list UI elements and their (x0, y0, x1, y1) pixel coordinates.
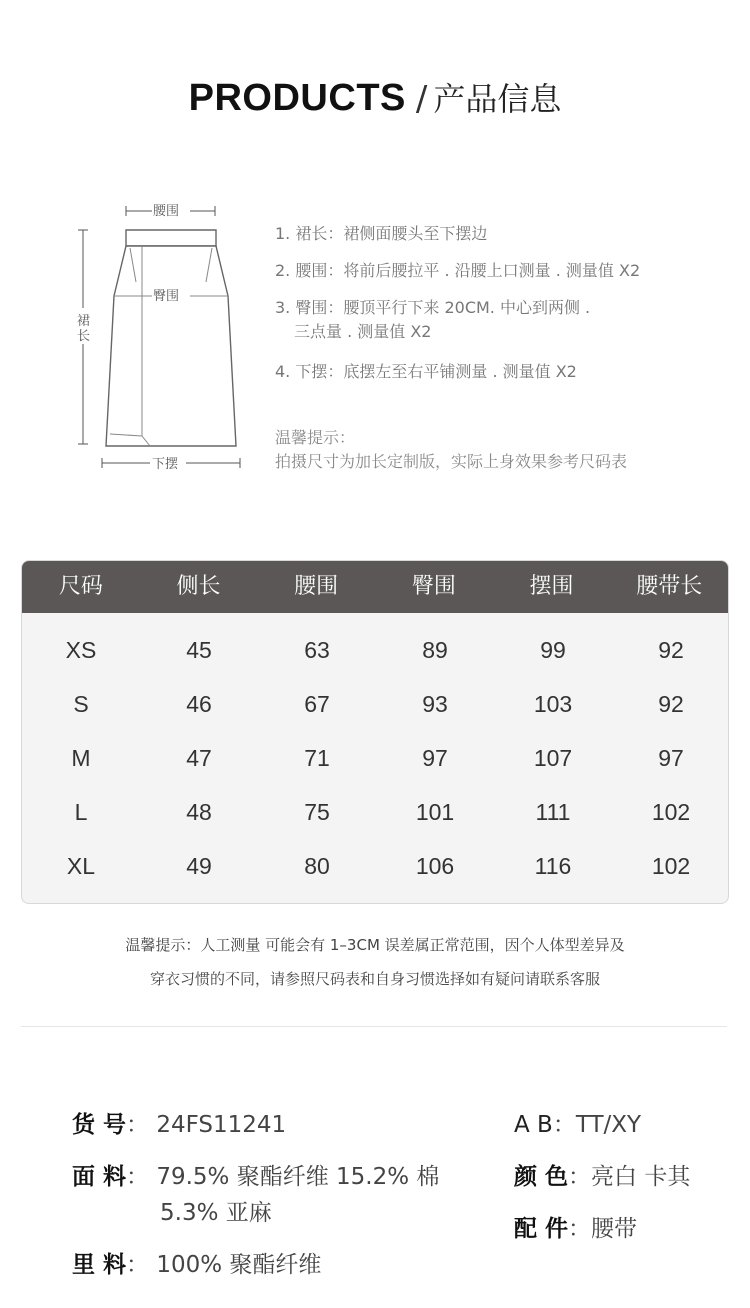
table-cell: S (73, 691, 89, 717)
measurement-item: 2. 腰围：将前后腰拉平 . 沿腰上口测量 . 测量值 X2 (275, 261, 641, 280)
table-cell: 102 (651, 853, 691, 879)
size-chart-table (21, 560, 729, 904)
title-english: PRODUCTS (188, 77, 406, 119)
table-cell: 71 (304, 745, 330, 771)
column-header: 腰围 (294, 574, 339, 599)
measurement-notice (0, 928, 750, 996)
tip-text: 拍摄尺寸为加长定制版，实际上身效果参考尺码表 (275, 452, 628, 471)
table-cell: 99 (540, 637, 566, 663)
spec-color: 颜 色：亮白 卡其 (514, 1164, 691, 1190)
skirt-measurement-diagram (70, 196, 255, 476)
table-cell: 49 (186, 853, 212, 879)
title-chinese: 产品信息 (433, 80, 562, 118)
notice-line: 温馨提示：人工测量 可能会有 1–3CM 误差属正常范围，因个人体型差异及 (125, 936, 625, 954)
length-label-bottom: 长 (77, 329, 91, 344)
table-cell: 47 (186, 745, 212, 771)
table-cell: L (74, 799, 88, 825)
table-cell: 46 (186, 691, 212, 717)
spec-item-number: 货 号： 24FS11241 (72, 1112, 287, 1138)
measurement-item: 4. 下摆：底摆左至右平铺测量 . 测量值 X2 (275, 362, 577, 381)
page-title (0, 74, 750, 120)
spec-fabric: 面 料： 79.5% 聚酯纤维 15.2% 棉 (72, 1164, 440, 1190)
table-cell: 111 (535, 799, 571, 825)
table-cell: 106 (415, 853, 455, 879)
column-header: 侧长 (176, 574, 221, 599)
table-cell: 80 (304, 853, 330, 879)
table-row (22, 637, 729, 691)
table-cell: 97 (422, 745, 448, 771)
title-separator: / (415, 79, 428, 119)
notice-line: 穿衣习惯的不同，请参照尺码表和自身习惯选择如有疑问请联系客服 (149, 970, 600, 988)
table-row (22, 853, 729, 904)
tip-title: 温馨提示： (275, 428, 356, 447)
table-header (22, 561, 728, 613)
spec-lining: 里 料： 100% 聚酯纤维 (72, 1252, 322, 1278)
table-cell: 48 (186, 799, 212, 825)
table-cell: M (71, 745, 91, 771)
column-header: 臀围 (411, 574, 456, 599)
table-cell: 103 (533, 691, 573, 717)
column-header: 腰带长 (636, 574, 703, 599)
column-header: 摆围 (529, 574, 574, 599)
table-cell: XL (66, 853, 96, 879)
spec-ab: A B：TT/XY (514, 1112, 642, 1138)
spec-fabric-cont: 5.3% 亚麻 (160, 1200, 272, 1226)
table-cell: 67 (304, 691, 330, 717)
table-cell: 116 (534, 853, 572, 879)
table-cell: 102 (651, 799, 691, 825)
table-row (22, 691, 729, 745)
table-cell: 75 (304, 799, 330, 825)
table-cell: 97 (658, 745, 684, 771)
table-cell: 101 (415, 799, 455, 825)
spec-accessory: 配 件：腰带 (514, 1216, 638, 1242)
table-cell: 89 (422, 637, 448, 663)
table-cell: 63 (304, 637, 330, 663)
table-cell: 107 (533, 745, 573, 771)
table-row (22, 745, 729, 799)
table-cell: XS (65, 637, 97, 663)
hip-label: 臀围 (153, 289, 180, 304)
photo-size-tip (275, 426, 627, 474)
length-label-top: 裙 (77, 314, 91, 329)
table-cell: 92 (658, 691, 684, 717)
table-cell: 45 (186, 637, 212, 663)
table-cell: 93 (422, 691, 448, 717)
measurement-item: 3. 臀围：腰顶平行下来 20CM. 中心到两侧 . 三点量 . 测量值 X2 (275, 298, 591, 341)
waist-label: 腰围 (153, 204, 180, 219)
hem-label: 下摆 (152, 457, 179, 472)
table-cell: 92 (658, 637, 684, 663)
table-row (22, 799, 729, 853)
measurement-item: 1. 裙长：裙侧面腰头至下摆边 (275, 224, 488, 243)
column-header: 尺码 (58, 574, 103, 599)
section-divider (21, 1026, 727, 1027)
